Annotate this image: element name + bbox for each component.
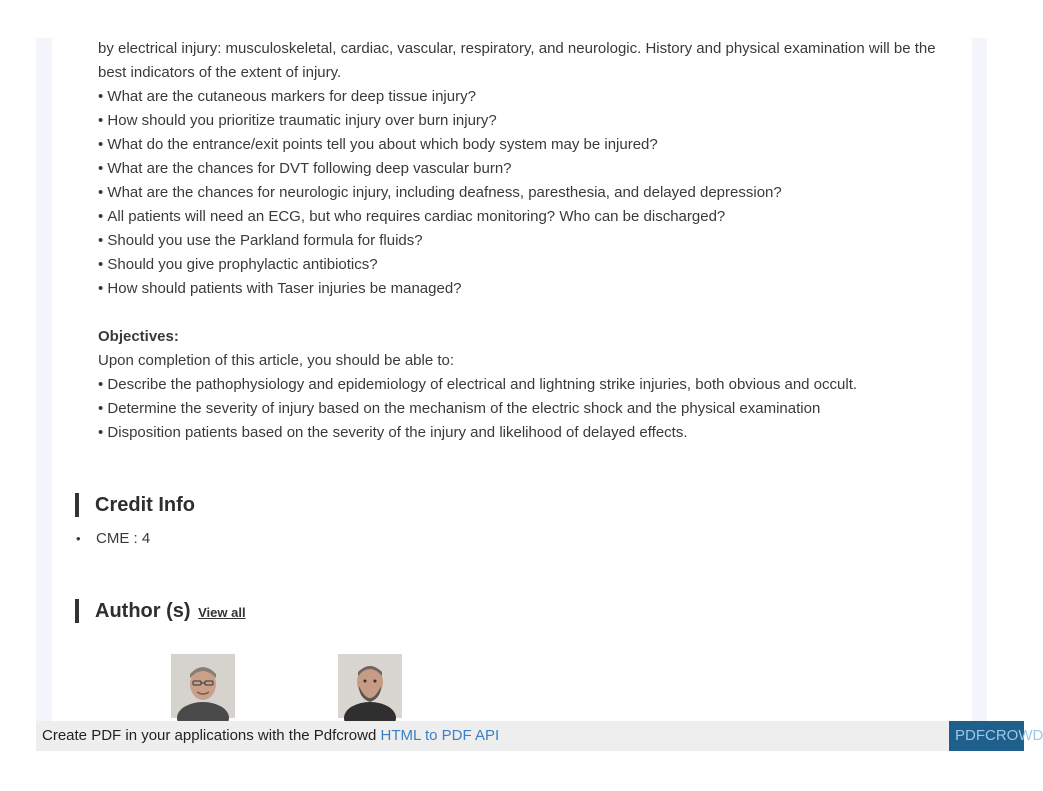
question-item: • What are the chances for DVT following deep vascular burn?	[98, 157, 958, 181]
objectives-list	[98, 373, 958, 445]
author-avatar[interactable]	[171, 654, 235, 718]
objective-item: • Describe the pathophysiology and epidemiology of electrical and lightning strike injuries, both obvious and occult.	[98, 373, 958, 397]
question-item: • How should you prioritize traumatic injury over burn injury?	[98, 109, 958, 133]
pdf-footer-message: Create PDF in your applications with the Pdfcrowd	[42, 727, 381, 744]
credit-item: • CME : 4	[76, 528, 150, 550]
objective-item: • Determine the severity of injury based on the mechanism of the electric shock and the physical examination	[98, 397, 958, 421]
question-item: • Should you give prophylactic antibiotics?	[98, 253, 958, 277]
credit-list	[76, 528, 150, 550]
question-item: • How should patients with Taser injuries be managed?	[98, 277, 958, 301]
question-list	[98, 85, 958, 301]
question-item: • What are the cutaneous markers for deep tissue injury?	[98, 85, 958, 109]
authors-title: Author (s)	[95, 600, 191, 622]
credit-info-title: Credit Info	[95, 494, 195, 516]
objectives-section	[98, 325, 958, 445]
objectives-heading: Objectives:	[98, 328, 179, 345]
pdfcrowd-brand-button[interactable]: PDFCROWD	[949, 721, 1024, 751]
objective-item: • Disposition patients based on the severity of the injury and likelihood of delayed effects.	[98, 421, 958, 445]
author-photo-icon	[338, 654, 402, 718]
authors-heading	[75, 599, 246, 623]
question-item: • What do the entrance/exit points tell you about which body system may be injured?	[98, 133, 958, 157]
question-item: • All patients will need an ECG, but who requires cardiac monitoring? Who can be discharged?	[98, 205, 958, 229]
view-all-authors-link[interactable]: View all	[198, 605, 246, 620]
question-item: • What are the chances for neurologic injury, including deafness, paresthesia, and delayed depression?	[98, 181, 958, 205]
objectives-lead: Upon completion of this article, you should be able to:	[98, 352, 455, 369]
html-to-pdf-link[interactable]: HTML to PDF API	[380, 727, 500, 744]
author-avatar[interactable]	[338, 654, 402, 718]
pdf-footer-bar	[36, 721, 1024, 751]
credit-info-heading	[75, 493, 195, 517]
intro-section	[98, 37, 958, 301]
pdf-footer-text	[42, 721, 499, 751]
author-photo-icon	[171, 654, 235, 718]
question-item: • Should you use the Parkland formula for fluids?	[98, 229, 958, 253]
intro-paragraph: by electrical injury: musculoskeletal, cardiac, vascular, respiratory, and neurologic. History and physical examination will be the best indicators of the extent of injury.	[98, 40, 936, 81]
